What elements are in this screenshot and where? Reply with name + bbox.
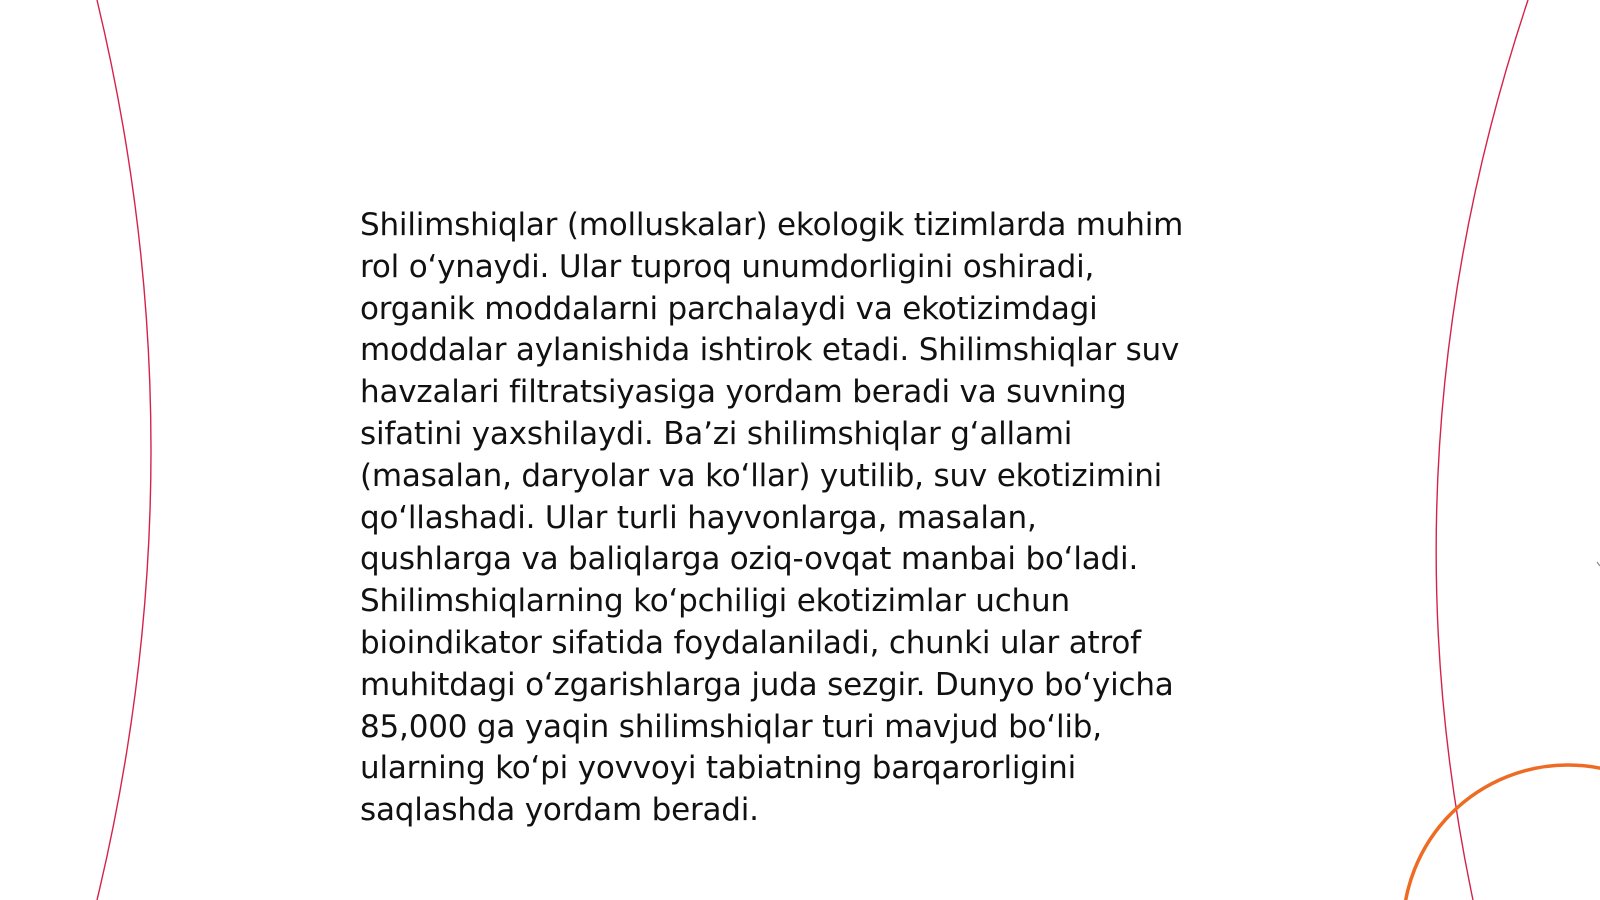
orange-circle-arc <box>1403 765 1600 900</box>
left-arc-line <box>97 0 151 900</box>
slide-body-text: Shilimshiqlar (molluskalar) ekologik tizimlarda muhim rol o‘ynaydi. Ular tuproq unumdorligini oshiradi, organik moddalarni parchalaydi va ekotizimdagi moddalar aylanishida ishtirok etadi. Shilimshiqlar suv havzalari filtratsiyasiga yordam beradi va suvning sifatini yaxshilaydi. Ba’zi shilimshiqlar g‘allami (masalan, daryolar va ko‘llar) yutilib, suv ekotizimini qo‘llashadi. Ular turli hayvonlarga, masalan, qushlarga va baliqlarga oziq-ovqat manbai bo‘ladi. Shilimshiqlarning ko‘pchiligi ekotizimlar uchun bioindikator sifatida foydalaniladi, chunki ular atrof muhitdagi o‘zgarishlarga juda sezgir. Dunyo bo‘yicha 85,000 ga yaqin shilimshiqlar turi mavjud bo‘lib, ularning ko‘pi yovvoyi tabiatning barqarorligini saqlashda yordam beradi. <box>360 207 1184 829</box>
right-arc-line <box>1436 0 1528 900</box>
